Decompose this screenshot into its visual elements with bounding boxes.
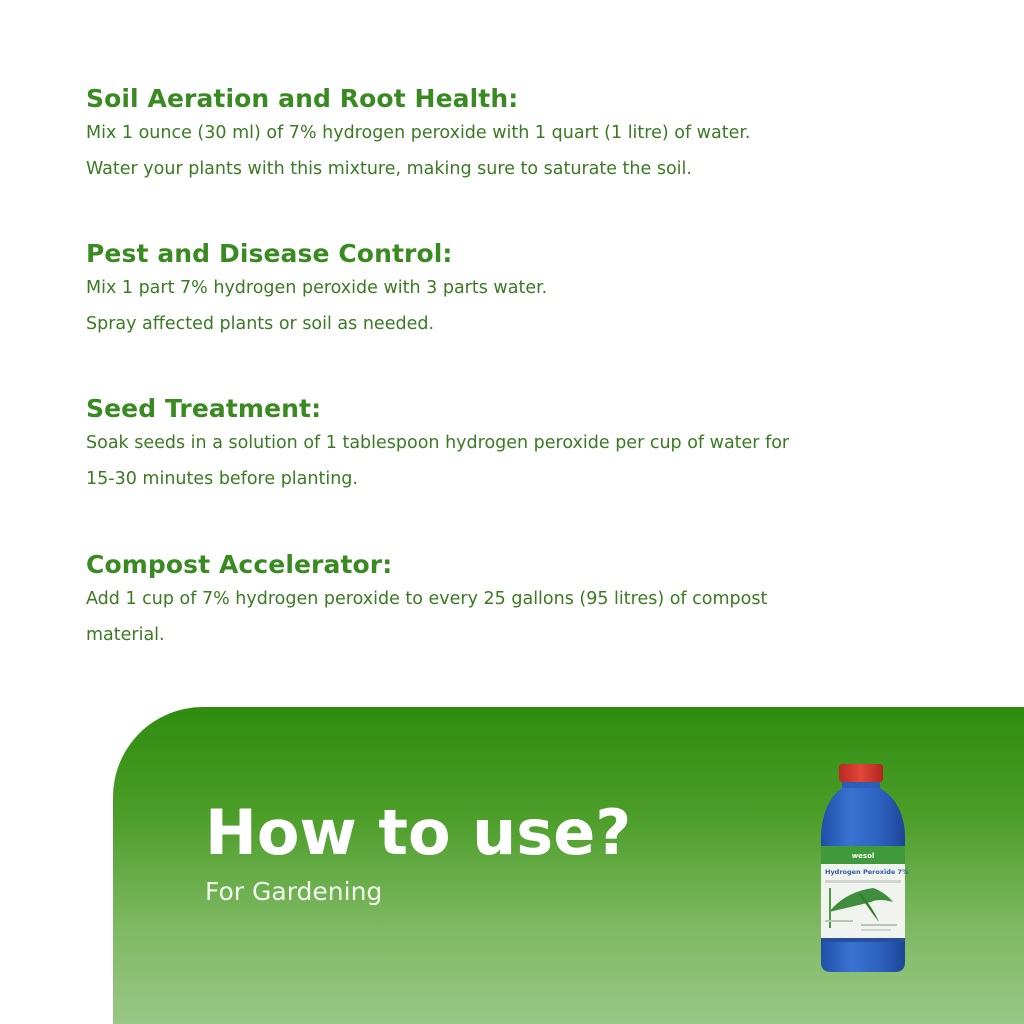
section-line: material. — [86, 624, 165, 645]
section-soil-aeration — [86, 82, 751, 187]
section-line: 15-30 minutes before planting. — [86, 468, 358, 489]
how-to-use-banner — [113, 707, 1024, 1024]
section-line: Water your plants with this mixture, making sure to saturate the soil. — [86, 158, 692, 179]
section-heading: Pest and Disease Control: — [86, 239, 453, 268]
section-heading: Soil Aeration and Root Health: — [86, 84, 519, 113]
product-bottle-image — [815, 762, 911, 974]
section-heading: Seed Treatment: — [86, 394, 322, 423]
section-line: Spray affected plants or soil as needed. — [86, 313, 435, 334]
svg-text:wesol: wesol — [851, 852, 875, 860]
section-line: Add 1 cup of 7% hydrogen peroxide to every 25 gallons (95 litres) of compost — [86, 589, 768, 609]
banner-title: How to use? — [205, 796, 632, 869]
section-line: Mix 1 ounce (30 ml) of 7% hydrogen peroxide with 1 quart (1 litre) of water. — [86, 123, 751, 143]
section-compost-accelerator — [86, 548, 767, 653]
section-line: Soak seeds in a solution of 1 tablespoon hydrogen peroxide per cup of water for — [86, 433, 790, 453]
section-pest-control — [86, 237, 547, 342]
banner-subtitle: For Gardening — [205, 877, 383, 906]
section-seed-treatment — [86, 392, 789, 497]
section-line: Mix 1 part 7% hydrogen peroxide with 3 parts water. — [86, 278, 548, 298]
section-heading: Compost Accelerator: — [86, 550, 393, 579]
svg-text:Hydrogen Peroxide 7%: Hydrogen Peroxide 7% — [825, 868, 909, 876]
